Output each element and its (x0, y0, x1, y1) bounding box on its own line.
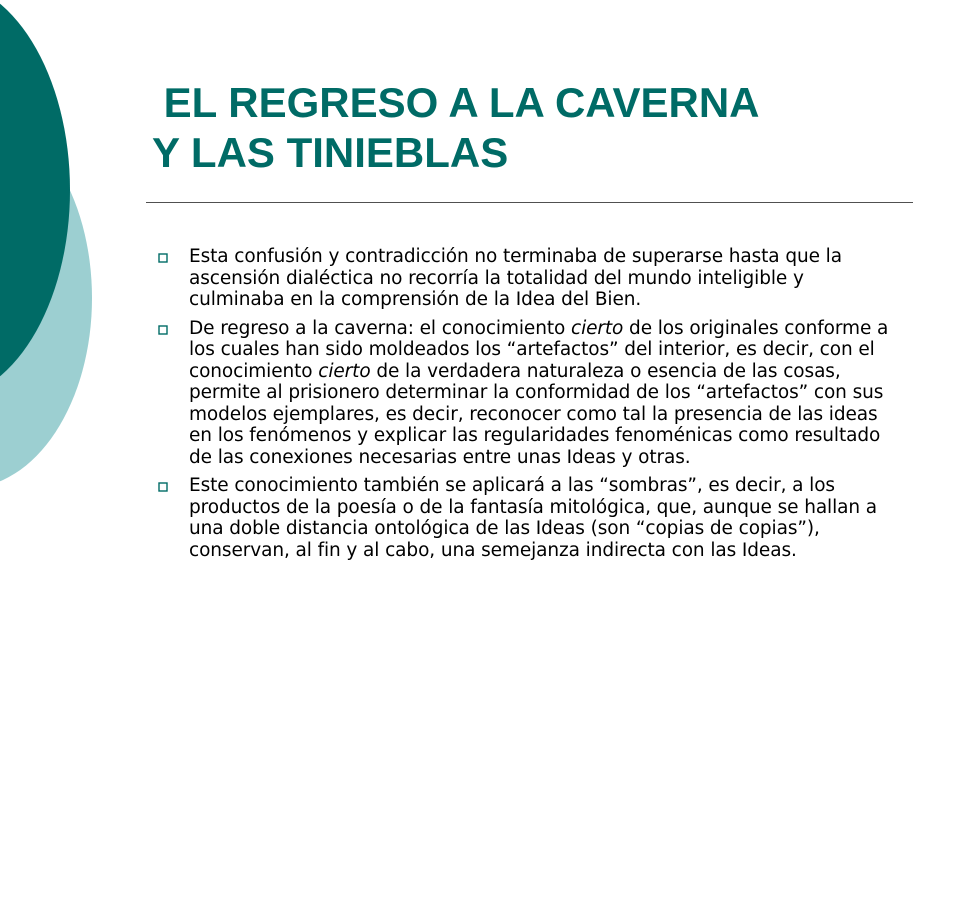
bullet-text-emphasis: cierto (318, 360, 371, 382)
bullet-text-run: de los originales conforme a los cuales han sido moldeados los “artefactos” del interior, es decir, con el conocimiento (189, 317, 889, 382)
bullet-text-run: De regreso a la caverna: el conocimiento (189, 317, 571, 339)
bullet-text (189, 246, 903, 311)
bullet-text (189, 475, 903, 561)
bullet-item-3 (158, 475, 903, 561)
slide-title-line-1: EL REGRESO A LA CAVERNA (152, 79, 760, 126)
bullet-item-1 (158, 246, 903, 311)
bullet-text-run: Esta confusión y contradicción no terminaba de superarse hasta que la ascensión dialéctica no recorría la totalidad del mundo inteligible y culminaba en la comprensión de la Idea del Bien. (189, 246, 842, 310)
slide-title-line-2: Y LAS TINIEBLAS (152, 129, 509, 176)
hollow-square-bullet-icon (158, 325, 168, 335)
bullet-item-2 (158, 318, 903, 469)
bullet-text (189, 318, 903, 469)
slide-title (152, 78, 912, 178)
title-divider (146, 202, 913, 203)
bullet-text-emphasis: cierto (571, 317, 624, 339)
hollow-square-bullet-icon (158, 253, 168, 263)
bullet-text-run: de la verdadera naturaleza o esencia de las cosas, permite al prisionero determinar la conformidad de los “artefactos” con sus modelos ejemplares, es decir, reconocer como tal la presencia de las ideas en los fenómenos y explicar las regularidades fenoménicas como resultado de las conexiones necesarias entre unas Ideas y otras. (189, 360, 884, 468)
hollow-square-bullet-icon (158, 482, 168, 492)
bullet-list (158, 246, 903, 568)
bullet-text-run: Este conocimiento también se aplicará a las “sombras”, es decir, a los productos de la poesía o de la fantasía mitológica, que, aunque se hallan a una doble distancia ontológica de las Ideas (son “copias de copias”), conservan, al fin y al cabo, una semejanza indirecta con las Ideas. (189, 475, 878, 561)
